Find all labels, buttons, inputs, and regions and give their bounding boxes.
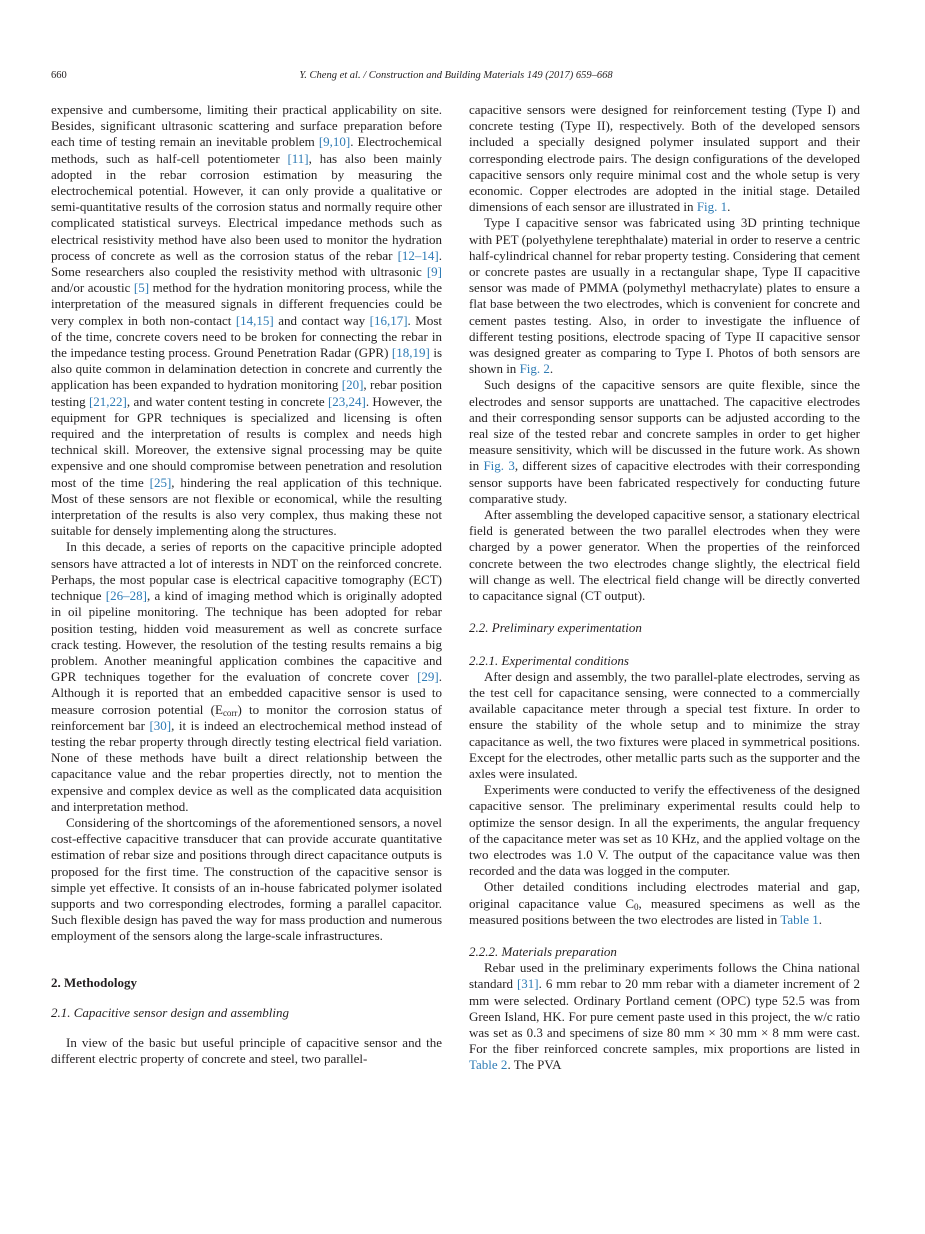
citation-link[interactable]: [14,15] — [235, 312, 274, 328]
citation-link[interactable]: [21,22] — [88, 393, 127, 409]
paragraph: expensive and cumbersome, limiting their practical applicability on site. Besides, significant ultrasonic scattering and surface preparation before each time of testing remain an inevitable problem [9,10]. Electrochemical methods, such as half-cell potentiometer [11], has also been mainly adopted in the rebar corrosion estimation by measuring the electrochemical potential. However, it can only provide a qualitative or semi-quantitative results of the corrosion status and normally require other complicated statistical surveys. Electrical impedance methods such as electrical resistivity method have also been used to monitor the hydration process of concrete as well as the corrosion status of the rebar [12–14]. Some researchers also coupled the resistivity method with ultrasonic [9] and/or acoustic [5] method for the hydration monitoring process, while the interpretation of the measured signals in different frequencies could be very complex in both non-contact [14,15] and contact way [16,17]. Most of the time, concrete covers need to be broken for connecting the rebar in the impedance testing process. Ground Penetration Radar (GPR) [18,19] is also quite common in delamination detection in concrete and currently the application has been expanded to hydration monitoring [20], rebar position testing [21,22], and water content testing in concrete [23,24]. However, the equipment for GPR techniques is specialized and licensing is often required and the interpretation of results is complex and needs high technical skill. Moreover, the extensive signal processing may be quite expensive and one should compromise between penetration and resolution most of the time [25], hindering the real application of this technique. Most of these sensors are not flexible or economical, while the resulting interpretation of the results is also very complex, thus making these not suitable for densely implementing along the structures. — [51, 102, 443, 539]
citation-link[interactable]: [16,17] — [369, 312, 408, 328]
citation-link[interactable]: [11] — [287, 150, 309, 166]
subscript: 0 — [634, 901, 639, 912]
page-header — [51, 70, 861, 88]
paragraph: capacitive sensors were designed for reinforcement testing (Type I) and concrete testing (Type II), respectively. Both of the developed sensors included a specially designed polymer insulated support and their corresponding electrode pairs. The design configurations of the developed capacitive sensors only require minimal cost and the whole setup is very economic. Copper electrodes are adopted in the initial stage. Detailed dimensions of each sensor are illustrated in Fig. 1. — [469, 102, 860, 215]
paragraph: Such designs of the capacitive sensors are quite flexible, since the electrodes and sensor supports are unattached. The capacitive electrodes and their corresponding sensor supports can be adjusted according to the real size of the tested rebar and concrete samples in order to get higher measure sensitivity, which will be discussed in the future work. As shown in Fig. 3, different sizes of capacitive electrodes with their corresponding sensor supports have been fabricated respectively for conducting future comparative study. — [469, 377, 860, 506]
paragraph: After design and assembly, the two parallel-plate electrodes, serving as the test cell for capacitance sensing, were connected to a commercially available capacitance meter through a special test fixture. In order to ensure the stability of the whole setup and to minimize the stray capacitance as well, the two fixtures were placed in symmetrical positions. Except for the electrodes, other metallic parts such as the supporter and the axles were insulated. — [469, 668, 860, 781]
paragraph: Type I capacitive sensor was fabricated using 3D printing technique with PET (polyethylene terephthalate) material in order to reserve a centric half-cylindrical channel for rebar property testing. Considering that cement or concrete pastes are usually in a rectangular shape, Type II capacitive sensor was made of PMMA (polymethyl methacrylate) plates to ensure a flat base between the two electrodes, which is convenient for concrete and cement pastes testing. Also, in order to investigate the influence of different testing positions, electrode spacing of Type II capacitive sensor was designed greater as comparing to Type I. Photos of both sensors are shown in Fig. 2. — [469, 215, 860, 377]
citation-link[interactable]: [18,19] — [391, 345, 430, 361]
citation-link[interactable]: Table 1 — [780, 911, 819, 927]
citation-link[interactable]: [29] — [417, 669, 439, 685]
paragraph: In this decade, a series of reports on the capacitive principle adopted sensors have attracted a lot of interests in NDT on the reinforced concrete. Perhaps, the most popular case is electrical capacitive tomography (ECT) technique [26–28], a kind of imaging method which is originally adopted in oil pipeline monitoring. The technique has been adopted for rebar position testing, hidden void measurement as well as concrete surface crack testing. However, the resolution of the testing results remains a big problem. Another meaningful application combines the capacitive and GPR techniques together for the evaluation of concrete cover [29]. Although it is reported that an embedded capacitive sensor is used to measure corrosion potential $(E_{corr})$ to monitor the corrosion status of reinforcement bar [30], it is indeed an electrochemical method instead of testing the rebar property through directly testing electrical field variation. None of these methods have built a direct relationship between the capacitance value and the rebar properties directly, not to mention the expensive and complex device as well as the complicated data acquisition and interpretation method. — [51, 539, 442, 814]
left-column — [51, 102, 442, 1067]
citation-link[interactable]: Fig. 2 — [519, 361, 550, 377]
citation-link[interactable]: [20] — [341, 377, 364, 393]
citation-link[interactable]: [30] — [149, 717, 172, 733]
citation-link[interactable]: Table 2 — [469, 1057, 508, 1073]
citation-link[interactable]: [9,10] — [318, 134, 351, 150]
right-column — [469, 102, 860, 1074]
paragraph: After assembling the developed capacitive sensor, a stationary electrical field is generated between the two parallel electrodes when they were charged by a power generator. When the properties of the reinforced concrete between the two electrodes change slightly, the electrical field will change as well. The electrical field change will be directly converted to capacitance signal (CT output). — [469, 507, 860, 604]
subsubsection-heading: 2.2.1. Experimental conditions — [469, 652, 629, 668]
citation-link[interactable]: Fig. 1 — [696, 199, 728, 215]
citation-link[interactable]: [26–28] — [105, 588, 147, 604]
subsection-heading: 2.1. Capacitive sensor design and assembling — [51, 1004, 289, 1020]
paragraph: Experiments were conducted to verify the effectiveness of the designed capacitive sensor. The preliminary experimental results could help to optimize the sensor design. In all the experiments, the angular frequency of the capacitance meter was set as 10 KHz, and the applied voltage on the two electrodes was 1.0 V. The output of the capacitance value was then recorded and the data was logged in the computer. — [469, 782, 860, 879]
paragraph: Considering of the shortcomings of the aforementioned sensors, a novel cost-effective capacitive transducer that can provide accurate quantitative estimation of rebar size and positions through direct capacitance outputs is proposed for the first time. The construction of the capacitive sensor is simple yet effective. It consists of an in-house fabricated polymer isolated supports and two corresponding electrodes, forming a parallel capacitor. Such flexible design has paved the way for mass production and numerous employment of the sensors along the large-scale infrastructures. — [51, 814, 442, 944]
subsection-heading: 2.2. Preliminary experimentation — [469, 620, 642, 636]
citation-link[interactable]: Fig. 3 — [483, 458, 515, 474]
paragraph: Rebar used in the preliminary experiments follows the China national standard [31]. 6 mm rebar to 20 mm rebar with a diameter increment of 2 mm were selected. Ordinary Portland cement (OPC) type 52.5 was from Green Island, HK. For pure cement paste used in this project, the w/c ratio was set as 0.3 and specimens of size 80 mm × 30 mm × 8 mm were cast. For the fiber reinforced concrete samples, mix proportions are listed in Table 2. The PVA — [469, 960, 860, 1073]
citation-link[interactable]: [25] — [149, 474, 172, 490]
paragraph: In view of the basic but useful principle of capacitive sensor and the different electric property of concrete and steel, two parallel- — [51, 1034, 442, 1067]
citation-link[interactable]: [12–14] — [397, 247, 439, 263]
citation-link[interactable]: [5] — [133, 280, 150, 296]
journal-citation: Y. Cheng et al. / Construction and Building Materials 149 (2017) 659–668 — [299, 70, 613, 81]
page-number: 660 — [51, 70, 67, 81]
paragraph: Other detailed conditions including electrodes material and gap, original capacitance value $C_0$, measured specimens as well as the measured positions between the two electrodes are listed in Table 1. — [469, 879, 861, 927]
citation-link[interactable]: [23,24] — [327, 393, 366, 409]
section-heading: 2. Methodology — [51, 974, 137, 990]
citation-link[interactable]: [9] — [426, 264, 442, 280]
subsubsection-heading: 2.2.2. Materials preparation — [469, 943, 617, 959]
subscript: corr — [222, 707, 238, 718]
citation-link[interactable]: [31] — [516, 976, 539, 992]
